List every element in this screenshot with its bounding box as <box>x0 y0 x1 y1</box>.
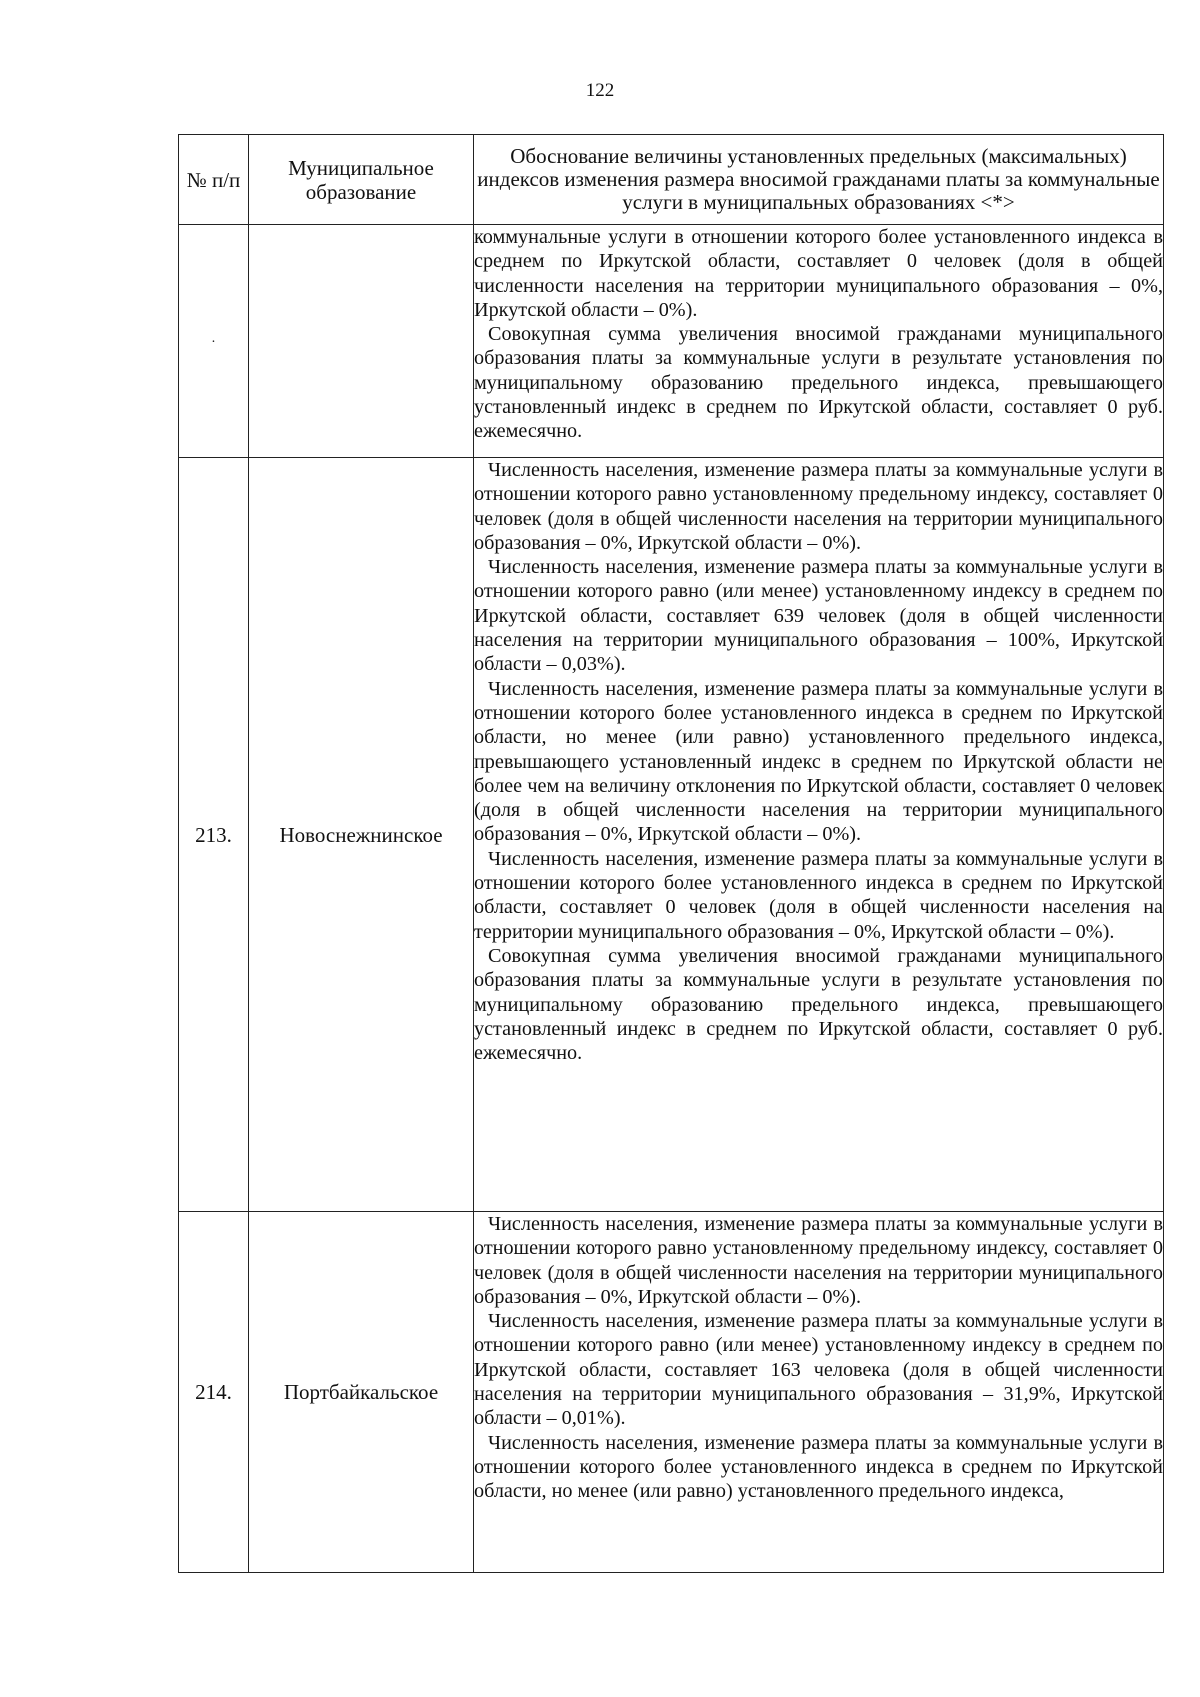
paragraph: Совокупная сумма увеличения вносимой гражданами муниципального образования платы за коммунальные услуги в результате установления по муниципальному образованию предельного индекса, превышающего установленный индекс в среднем по Иркутской области, составляет 0 руб. ежемесячно. <box>474 323 1163 443</box>
indices-table <box>178 134 1164 1573</box>
row-number-cell: 213. <box>179 458 249 1212</box>
paragraph: коммунальные услуги в отношении которого более установленного индекса в среднем по Иркутской области, составляет 0 человек (доля в общей численности населения на территории муниципального образования – 0%, Иркутской области – 0%). <box>474 226 1163 321</box>
paragraph: Численность населения, изменение размера платы за коммунальные услуги в отношении которого равно (или менее) установленному индексу в среднем по Иркутской области, составляет 163 человека (доля в общей численности населения на территории муниципального образования – 31,9%, Иркутской области – 0,01%). <box>474 1310 1163 1430</box>
paragraph: Численность населения, изменение размера платы за коммунальные услуги в отношении которого более установленного индекса в среднем по Иркутской области, но менее (или равно) установленного предельного индекса, превышающего установленный индекс в среднем по Иркутской области не более чем на величину отклонения по Иркутской области, составляет 0 человек (доля в общей численности населения на территории муниципального образования – 0%, Иркутской области – 0%). <box>474 677 1163 846</box>
paragraph: Совокупная сумма увеличения вносимой гражданами муниципального образования платы за коммунальные услуги в результате установления по муниципальному образованию предельного индекса, превышающего установленный индекс в среднем по Иркутской области, составляет 0 руб. ежемесячно. <box>474 944 1163 1065</box>
paragraph: Численность населения, изменение размера платы за коммунальные услуги в отношении которого равно установленному предельному индексу, составляет 0 человек (доля в общей численности населения на территории муниципального образования – 0%, Иркутской области – 0%). <box>474 1213 1163 1308</box>
header-number: № п/п <box>179 135 249 225</box>
paragraph: Численность населения, изменение размера платы за коммунальные услуги в отношении которого равно (или менее) установленному индексу в среднем по Иркутской области, составляет 639 человек (доля в общей численности населения на территории муниципального образования – 100%, Иркутской области – 0,03%). <box>474 556 1163 676</box>
row-number-cell: 214. <box>179 1212 249 1573</box>
table-header-row <box>179 135 1164 225</box>
paragraph: Численность населения, изменение размера платы за коммунальные услуги в отношении которого равно установленному предельному индексу, составляет 0 человек (доля в общей численности населения на территории муниципального образования – 0%, Иркутской области – 0%). <box>474 459 1163 554</box>
municipality-cell: Портбайкальское <box>249 1212 474 1573</box>
header-municipality: Муниципальное образование <box>249 135 474 225</box>
paragraph: Численность населения, изменение размера платы за коммунальные услуги в отношении которого более установленного индекса в среднем по Иркутской области, составляет 0 человек (доля в общей численности населения на территории муниципального образования – 0%, Иркутской области – 0%). <box>474 847 1163 943</box>
table-row <box>179 225 1164 458</box>
table-row <box>179 1212 1164 1573</box>
municipality-cell: Новоснежнинское <box>249 458 474 1212</box>
page-number: 122 <box>585 80 615 101</box>
row-number-cell <box>179 225 249 458</box>
municipality-cell <box>249 225 474 458</box>
paragraph: Численность населения, изменение размера платы за коммунальные услуги в отношении которого более установленного индекса в среднем по Иркутской области, но менее (или равно) установленного предельного индекса, <box>474 1431 1163 1503</box>
table-row <box>179 458 1164 1212</box>
header-justification: Обоснование величины установленных предельных (максимальных) индексов изменения размера вносимой гражданами платы за коммунальные услуги в муниципальных образованиях <*> <box>474 135 1164 225</box>
justification-cell <box>474 1212 1164 1573</box>
row-marker: · <box>211 335 216 350</box>
justification-cell <box>474 225 1164 458</box>
justification-cell <box>474 458 1164 1212</box>
